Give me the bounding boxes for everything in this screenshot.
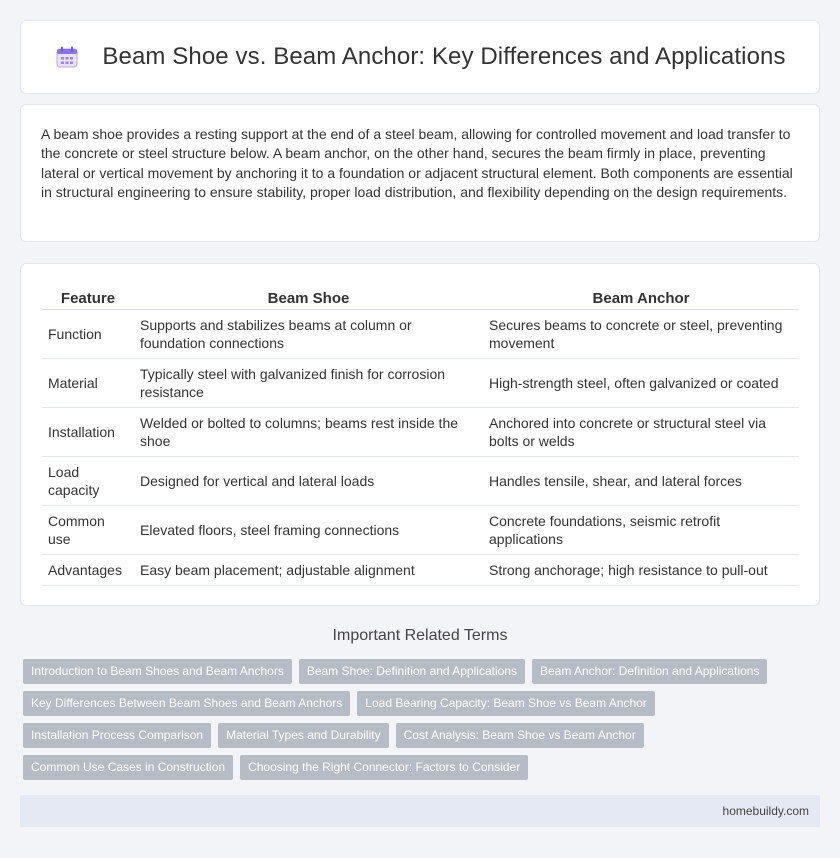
cell-feature: Common use bbox=[42, 506, 134, 555]
cell-feature: Material bbox=[42, 359, 134, 408]
footer-site[interactable]: homebuildy.com bbox=[722, 804, 809, 818]
table-row bbox=[42, 359, 799, 408]
related-term-tag[interactable]: Key Differences Between Beam Shoes and Beam Anchors bbox=[23, 691, 350, 716]
cell-feature: Load capacity bbox=[42, 457, 134, 506]
cell-beam-shoe: Supports and stabilizes beams at column or foundation connections bbox=[134, 310, 483, 359]
page-title: Beam Shoe vs. Beam Anchor: Key Differences and Applications bbox=[102, 43, 786, 70]
cell-beam-shoe: Welded or bolted to columns; beams rest inside the shoe bbox=[134, 408, 483, 457]
cell-feature: Advantages bbox=[42, 555, 134, 586]
title-card bbox=[20, 20, 820, 94]
related-terms-heading: Important Related Terms bbox=[332, 627, 508, 644]
cell-beam-anchor: Handles tensile, shear, and lateral forces bbox=[483, 457, 799, 506]
header-beam-anchor: Beam Anchor bbox=[483, 284, 799, 310]
related-terms-list bbox=[23, 659, 823, 787]
cell-beam-anchor: Secures beams to concrete or steel, preventing movement bbox=[483, 310, 799, 359]
header-feature: Feature bbox=[42, 284, 134, 310]
table-row bbox=[42, 310, 799, 359]
related-term-tag[interactable]: Beam Shoe: Definition and Applications bbox=[299, 659, 525, 684]
cell-feature: Installation bbox=[42, 408, 134, 457]
calendar-icon bbox=[54, 44, 80, 70]
cell-beam-shoe: Elevated floors, steel framing connections bbox=[134, 506, 483, 555]
related-term-tag[interactable]: Load Bearing Capacity: Beam Shoe vs Beam Anchor bbox=[357, 691, 655, 716]
related-term-tag[interactable]: Beam Anchor: Definition and Applications bbox=[532, 659, 767, 684]
header-beam-shoe: Beam Shoe bbox=[134, 284, 483, 310]
cell-beam-anchor: Strong anchorage; high resistance to pull-out bbox=[483, 555, 799, 586]
related-term-tag[interactable]: Choosing the Right Connector: Factors to Consider bbox=[240, 755, 528, 780]
cell-beam-anchor: Concrete foundations, seismic retrofit applications bbox=[483, 506, 799, 555]
table-header-row bbox=[42, 284, 799, 310]
cell-beam-anchor: High-strength steel, often galvanized or coated bbox=[483, 359, 799, 408]
cell-beam-shoe: Designed for vertical and lateral loads bbox=[134, 457, 483, 506]
intro-card bbox=[20, 104, 820, 242]
cell-beam-shoe: Typically steel with galvanized finish for corrosion resistance bbox=[134, 359, 483, 408]
related-term-tag[interactable]: Material Types and Durability bbox=[218, 723, 389, 748]
table-row bbox=[42, 506, 799, 555]
comparison-table bbox=[42, 284, 799, 586]
related-term-tag[interactable]: Introduction to Beam Shoes and Beam Anchors bbox=[23, 659, 292, 684]
intro-paragraph: A beam shoe provides a resting support at the end of a steel beam, allowing for controlled movement and load transfer to the concrete or steel structure below. A beam anchor, on the other hand, secures the beam firmly in place, preventing lateral or vertical movement by anchoring it to a foundation or adjacent structural element. Both components are essential in structural engineering to ensure stability, proper load distribution, and flexibility depending on the design requirements. bbox=[41, 126, 793, 201]
related-term-tag[interactable]: Installation Process Comparison bbox=[23, 723, 211, 748]
footer bbox=[20, 795, 820, 827]
cell-beam-anchor: Anchored into concrete or structural steel via bolts or welds bbox=[483, 408, 799, 457]
related-term-tag[interactable]: Common Use Cases in Construction bbox=[23, 755, 233, 780]
comparison-card bbox=[20, 263, 820, 606]
cell-beam-shoe: Easy beam placement; adjustable alignment bbox=[134, 555, 483, 586]
related-term-tag[interactable]: Cost Analysis: Beam Shoe vs Beam Anchor bbox=[396, 723, 644, 748]
table-row bbox=[42, 555, 799, 586]
cell-feature: Function bbox=[42, 310, 134, 359]
table-row bbox=[42, 457, 799, 506]
table-row bbox=[42, 408, 799, 457]
